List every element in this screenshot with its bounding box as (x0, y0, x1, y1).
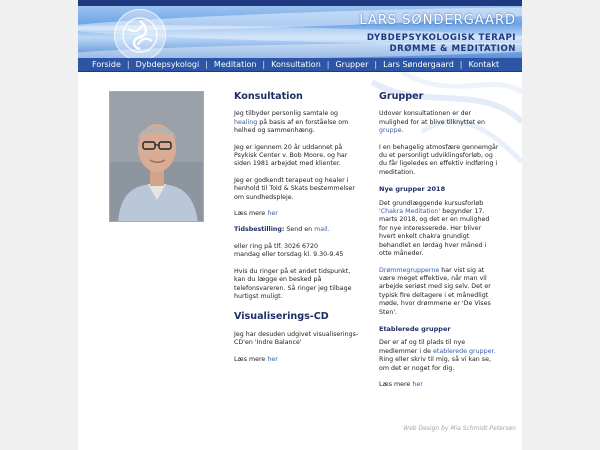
booking-label: Tidsbestilling: (234, 226, 285, 234)
nav-item-lars-sondergaard[interactable]: Lars Søndergaard (383, 60, 454, 69)
site-title: LARS SØNDERGAARD (359, 13, 516, 28)
konsultation-education: Jeg er igennem 20 år uddannet på Psykisk Center v. Bob Moore, og har siden 1981 arbejdet med klienter. (234, 143, 348, 168)
drommegrupperne-link[interactable]: Drømmegrupperne (379, 266, 440, 274)
visualisering-text: Jeg har desuden udgivet visualiserings-CD'en 'Indre Balance' (234, 330, 359, 347)
chakra-meditation-info (379, 200, 499, 259)
nav-separator: | (374, 60, 378, 69)
visualisering-read-more (234, 356, 362, 364)
konsultation-intro (234, 110, 362, 135)
main-nav (78, 58, 522, 72)
grupper-description: I en behagelig atmosfære gennemgår du et personligt udviklingsforløb, og du får ligeledes en effektiv indføring i meditation. (379, 143, 499, 176)
site-subtitle-dreams: DRØMME & MEDITATION (389, 44, 516, 54)
nav-separator: | (205, 60, 208, 69)
logo-icon[interactable] (114, 9, 166, 58)
nav-separator: | (459, 60, 463, 69)
text: Det grundlæggende kursusforløb (379, 199, 484, 207)
text: Jeg tilbyder personlig samtale og (234, 110, 339, 118)
etablerede-grupper-link[interactable]: etablerede grupper. (433, 347, 496, 355)
nav-separator: | (262, 60, 266, 69)
logo-swirl-icon (120, 15, 160, 55)
booking (234, 226, 362, 234)
konsultation-read-more (234, 210, 362, 218)
portrait-photo (109, 91, 204, 222)
etablerede-grupper-heading: Etablerede grupper (379, 324, 451, 333)
visualisering-read-more-link[interactable]: her (267, 355, 278, 363)
nav-item-dybdepsykologi[interactable]: Dybdepsykologi (135, 60, 200, 69)
etablerede-info (379, 339, 499, 373)
phone-line: eller ring på tlf. 3026 6720 (234, 242, 319, 250)
text: Læs mere (234, 355, 266, 363)
chakra-meditation-link[interactable]: 'Chakra Meditation' (379, 208, 441, 216)
text: begynder 17. marts 2018, og det er en mulighed for nye interesserede. Her bliver hvert enkelt chakra grundigt behandlet en lørdag hver måned i otte måneder. (379, 208, 490, 258)
text: Der er af og til plads til nye medlemmer i de (379, 339, 466, 355)
grupper-read-more-link[interactable]: her (412, 380, 423, 388)
site-subtitle-therapy: DYBDEPSYKOLOGISK TERAPI (366, 33, 516, 43)
grupper-intro (379, 110, 499, 135)
healing-link[interactable]: healing (234, 118, 258, 126)
konsultation-column (234, 93, 362, 372)
konsultation-approval: Jeg er godkendt terapeut og healer i henhold til Told & Skats bestemmelser om sundhedspleje. (234, 176, 355, 201)
nav-separator: | (326, 60, 330, 69)
footer-credit: Web Design by Mia Schmidt-Petersen (403, 425, 516, 432)
phone-hours: mandag eller torsdag kl. 9.30-9.45 (234, 251, 344, 259)
dreamgroups-info (379, 267, 499, 317)
gruppe-link[interactable]: gruppe. (379, 127, 404, 135)
text: Ring eller skriv til mig, så vi kan se, om det er noget for dig. (379, 356, 491, 372)
text: Læs mere (379, 380, 411, 388)
grupper-read-more (379, 381, 499, 389)
nav-item-meditation[interactable]: Meditation (213, 60, 257, 69)
grupper-column (379, 93, 499, 397)
nav-item-grupper[interactable]: Grupper (335, 60, 369, 69)
nav-item-kontakt[interactable]: Kontakt (468, 60, 500, 69)
visualisering-heading: Visualiserings-CD (234, 311, 329, 323)
main-content (78, 72, 522, 436)
text: har vist sig at være meget effektive, når man vil arbejde seriøst med sig selv. Det er typisk fire deltagere i et månedligt møde, hvor drømmene er 'De Vises Sten'. (379, 266, 491, 316)
nye-grupper-heading: Nye grupper 2018 (379, 185, 446, 194)
text: Send en (286, 226, 313, 234)
page (78, 0, 522, 450)
konsultation-heading: Konsultation (234, 91, 303, 102)
header-banner (78, 6, 522, 58)
text: Læs mere (234, 210, 266, 218)
phone-info (234, 243, 362, 260)
mail-link[interactable]: mail. (314, 226, 330, 234)
missed-call-info: Hvis du ringer på et andet tidspunkt, kan du lægge en besked på telefonsvareren. Så ringer jeg tilbage hurtigst muligt. (234, 267, 352, 300)
nav-item-konsultation[interactable]: Konsultation (271, 60, 321, 69)
nav-separator: | (126, 60, 130, 69)
konsultation-read-more-link[interactable]: her (267, 210, 278, 218)
text: Udover konsultationen er der mulighed for at blive tilknyttet en (379, 110, 486, 126)
nav-item-forside[interactable]: Forside (92, 60, 121, 69)
text: på basis af en forståelse om helhed og sammenhæng. (234, 118, 349, 135)
portrait-image (110, 92, 204, 222)
grupper-heading: Grupper (379, 91, 424, 102)
